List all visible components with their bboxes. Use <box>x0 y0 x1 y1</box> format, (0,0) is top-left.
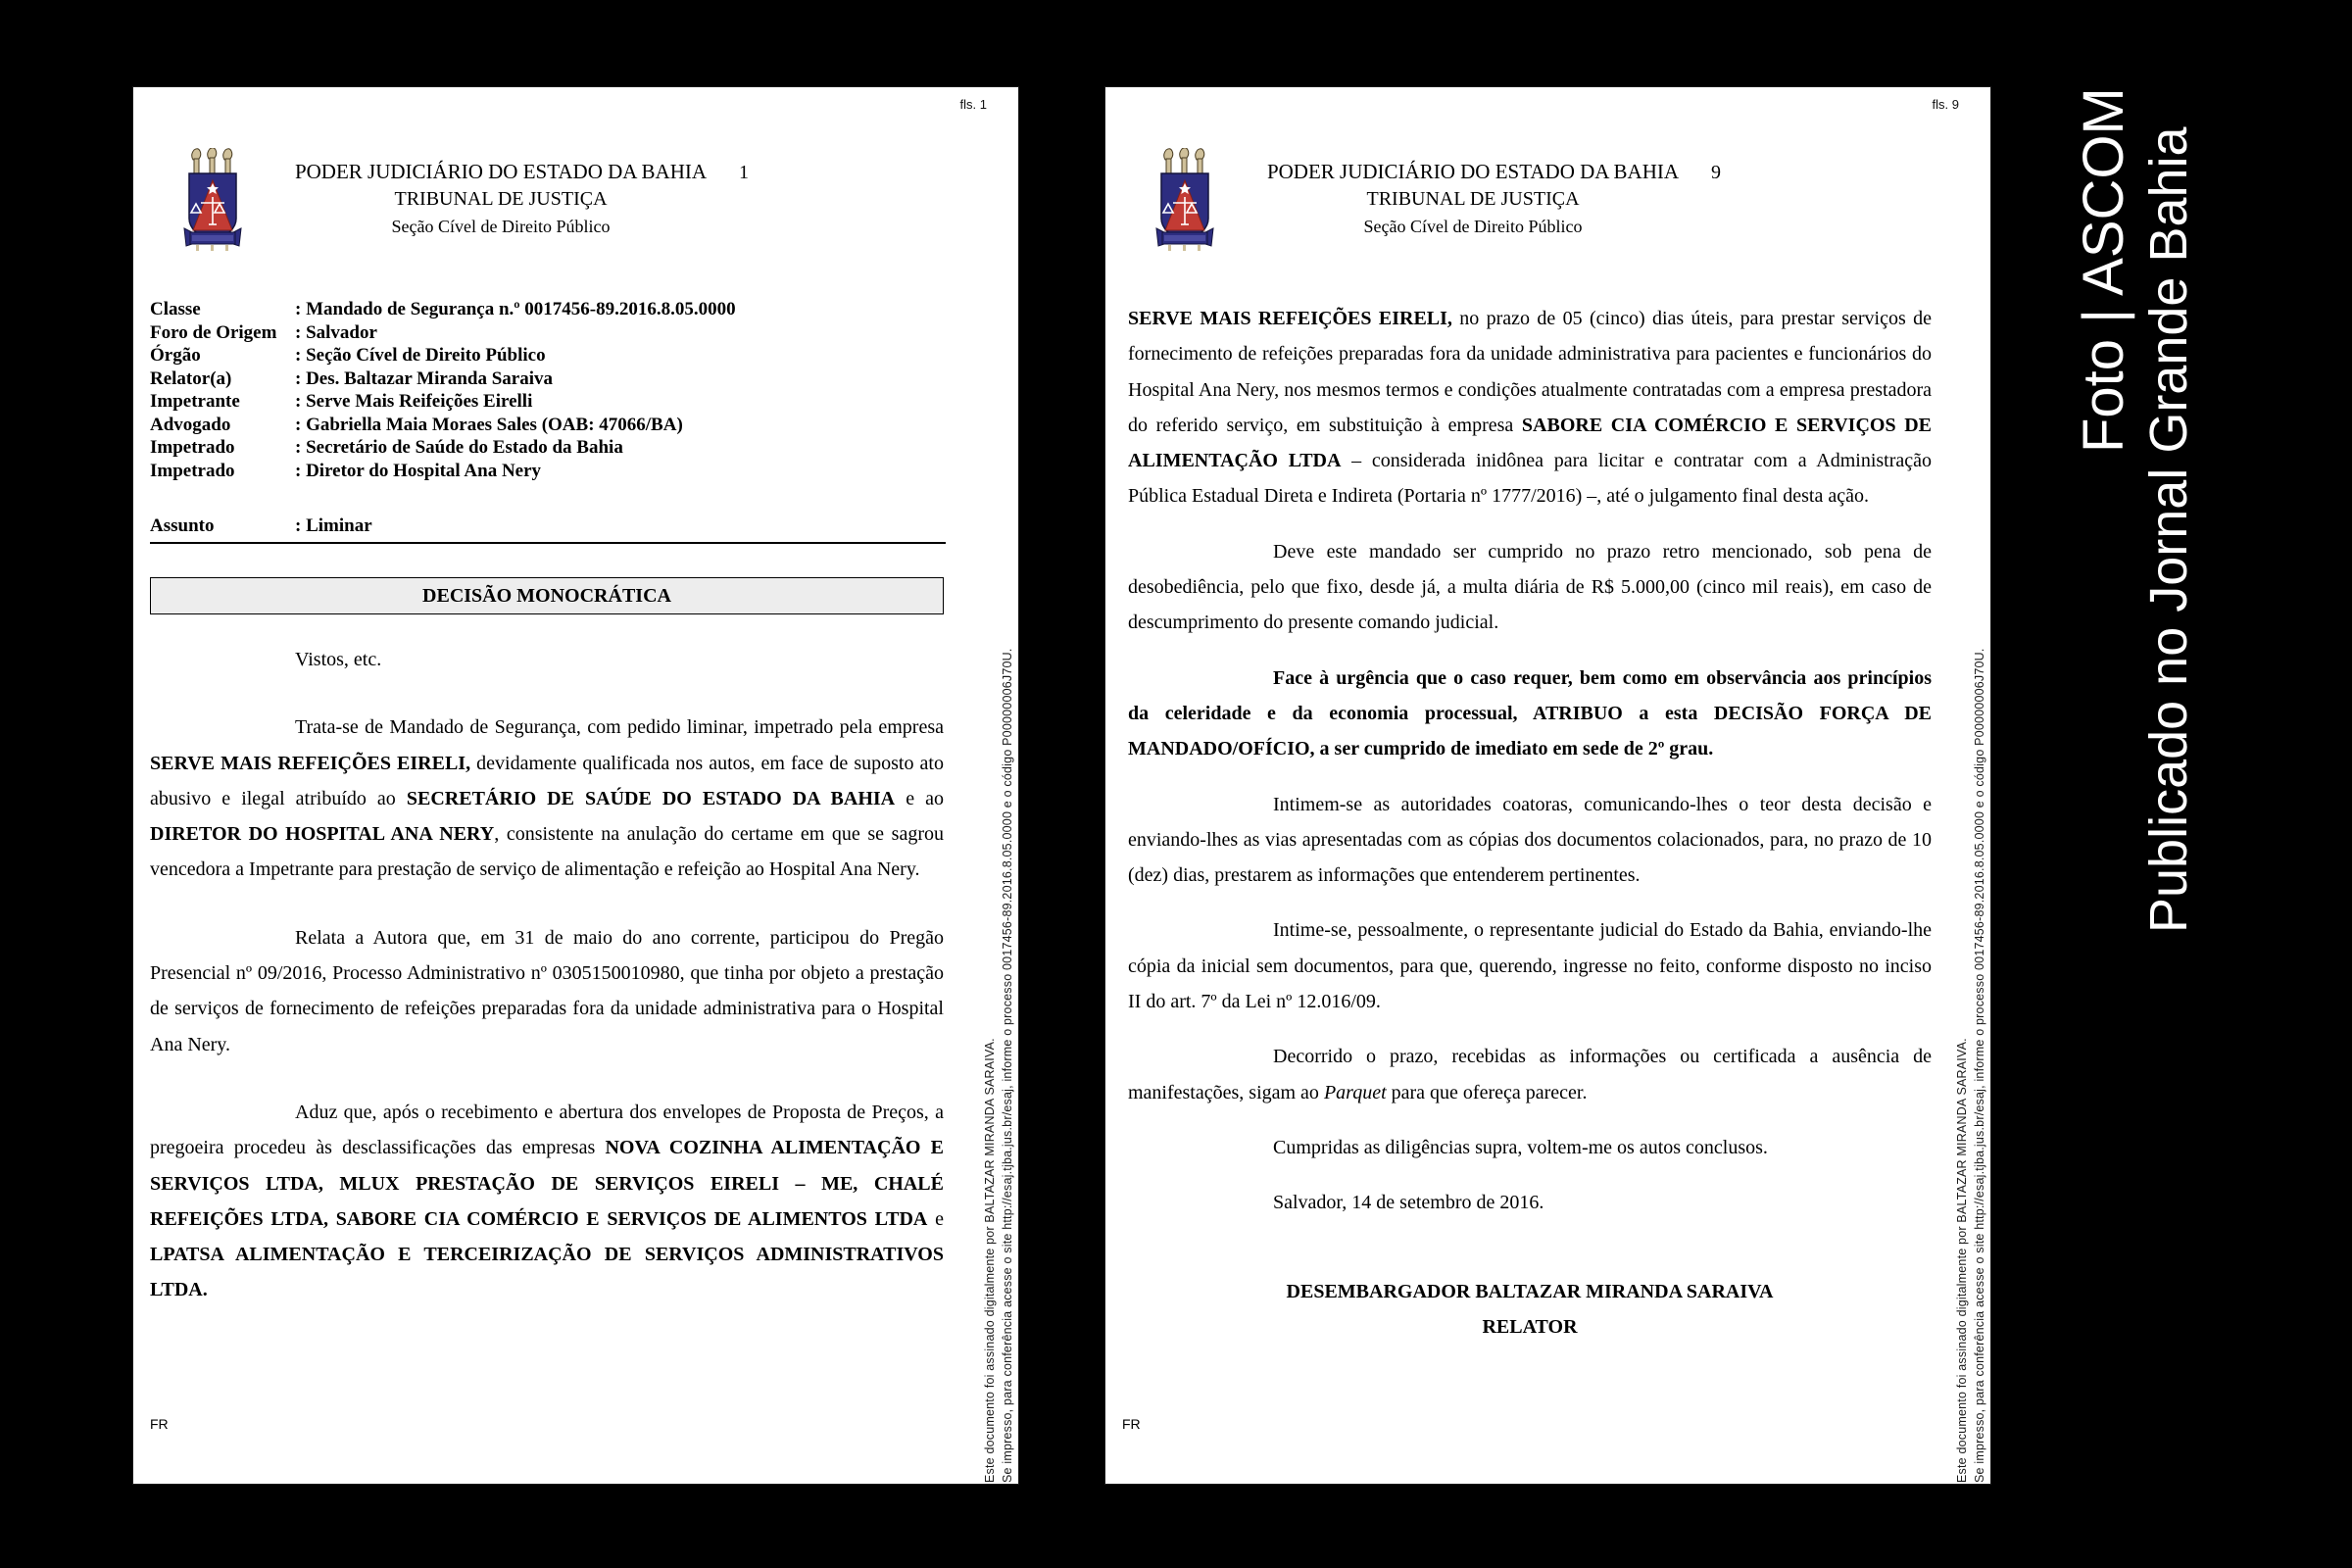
document-page-9 <box>1104 86 1991 1485</box>
tribunal-name: TRIBUNAL DE JUSTIÇA <box>394 188 608 210</box>
paragraph: Trata-se de Mandado de Segurança, com pedido liminar, impetrado pela empresa SERVE MAIS REFEIÇÕES EIRELI, devidamente qualificada nos autos, em face de suposto ato abusivo e ilegal atribuído ao SECRETÁRIO DE SAÚDE DO ESTADO DA BAHIA e ao DIRETOR DO HOSPITAL ANA NERY, consistente na anulação do certame em que se sagrou vencedora a Impetrante para prestação de serviço de alimentação e refeição ao Hospital Ana Nery. <box>150 716 944 881</box>
paragraph: Cumpridas as diligências supra, voltem-me os autos conclusos. <box>1273 1136 1768 1158</box>
verification-url-note: Se impresso, para conferência acesse o site http://esaj.tjba.jus.br/esaj, informe o processo 0017456-89.2016.8.05.0000 e o código P00000006J70U. <box>1973 648 1986 1483</box>
assunto-row <box>150 515 372 537</box>
header-divider <box>150 542 946 544</box>
document-page-1 <box>132 86 1019 1485</box>
folio-label: fls. 1 <box>959 97 987 112</box>
verification-url-note: Se impresso, para conferência acesse o site http://esaj.tjba.jus.br/esaj, informe o processo 0017456-89.2016.8.05.0000 e o código P00000006J70U. <box>1001 648 1014 1483</box>
page1-body <box>150 628 944 1308</box>
case-metadata <box>150 298 1003 482</box>
page-number: 1 <box>739 162 749 183</box>
page-number: 9 <box>1711 162 1721 183</box>
metadata-row: Órgão : Seção Cível de Direito Público <box>150 345 546 366</box>
decision-title-box <box>150 577 944 614</box>
court-name: PODER JUDICIÁRIO DO ESTADO DA BAHIA <box>1266 160 1680 183</box>
bahia-coat-of-arms-icon <box>182 148 243 254</box>
judge-role: RELATOR <box>1482 1315 1578 1338</box>
tribunal-name: TRIBUNAL DE JUSTIÇA <box>1366 188 1580 210</box>
photo-credit-caption: Foto | ASCOM <box>2072 87 2135 453</box>
digital-signature-note: Este documento foi assinado digitalmente por BALTAZAR MIRANDA SARAIVA. <box>1955 1038 1969 1483</box>
paragraph: Intimem-se as autoridades coatoras, comunicando-lhes o teor desta decisão e enviando-lhes as vias apresentadas com as cópias dos documentos colacionados, para, no prazo de 10 (dez) dias, prestarem as informações que entenderem pertinentes. <box>1128 793 1932 887</box>
paragraph: Vistos, etc. <box>295 649 382 670</box>
metadata-row: Classe : Mandado de Segurança n.º 0017456-89.2016.8.05.0000 <box>150 299 736 319</box>
metadata-row: Foro de Origem : Salvador <box>150 321 377 343</box>
digital-signature-note: Este documento foi assinado digitalmente por BALTAZAR MIRANDA SARAIVA. <box>983 1038 997 1483</box>
decision-title: DECISÃO MONOCRÁTICA <box>422 585 671 607</box>
section-name: Seção Cível de Direito Público <box>1363 217 1583 236</box>
metadata-row: Impetrante : Serve Mais Reifeições Eirelli <box>150 391 533 412</box>
court-header <box>1243 158 1703 240</box>
initials-footer: FR <box>1122 1416 1141 1432</box>
metadata-row: Impetrado : Secretário de Saúde do Estado da Bahia <box>150 437 623 458</box>
initials-footer: FR <box>150 1416 169 1432</box>
page9-body <box>1128 301 1932 1345</box>
metadata-row: Advogado : Gabriella Maia Moraes Sales (OAB: 47066/BA) <box>150 414 683 435</box>
paragraph: Decorrido o prazo, recebidas as informações ou certificada a ausência de manifestações, sigam ao Parquet para que ofereça parecer. <box>1128 1046 1932 1103</box>
paragraph: Relata a Autora que, em 31 de maio do ano corrente, participou do Pregão Presencial nº 09/2016, Processo Administrativo nº 0305150010980, que tinha por objeto a prestação de serviços de fornecimento de refeições preparadas fora da unidade administrativa para o Hospital Ana Nery. <box>150 926 944 1055</box>
metadata-row: Impetrado : Diretor do Hospital Ana Nery <box>150 460 542 481</box>
court-name: PODER JUDICIÁRIO DO ESTADO DA BAHIA <box>294 160 708 183</box>
date-line: Salvador, 14 de setembro de 2016. <box>1273 1192 1544 1214</box>
assunto-label: Assunto <box>150 515 215 536</box>
paragraph: Face à urgência que o caso requer, bem como em observância aos princípios da celeridade e da economia processual, ATRIBUO a esta DECISÃO FORÇA DE MANDADO/OFÍCIO, a ser cumprido de imediato em sede de 2º grau. <box>1128 666 1932 760</box>
folio-label: fls. 9 <box>1932 97 1959 112</box>
paragraph: SERVE MAIS REFEIÇÕES EIRELI, no prazo de 05 (cinco) dias úteis, para prestar serviços de fornecimento de refeições preparadas fora da unidade administrativa para pacientes e funcionários do Hospital Ana Nery, nos mesmos termos e condições atualmente contratadas com a empresa prestadora do referido serviço, em substituição à empresa SABORE CIA COMÉRCIO E SERVIÇOS DE ALIMENTAÇÃO LTDA – considerada inidônea para licitar e contratar com a Administração Pública Estadual Direta e Indireta (Portaria nº 1777/2016) –, até o julgamento final desta ação. <box>1128 308 1933 508</box>
metadata-row: Relator(a) : Des. Baltazar Miranda Saraiva <box>150 368 553 389</box>
court-header <box>270 158 731 240</box>
section-name: Seção Cível de Direito Público <box>391 217 611 236</box>
paragraph: Deve este mandado ser cumprido no prazo retro mencionado, sob pena de desobediência, pelo que fixo, desde já, a multa diária de R$ 5.000,00 (cinco mil reais), em caso de descumprimento do presente comando judicial. <box>1128 540 1932 634</box>
publication-caption: Publicado no Jornal Grande Bahia <box>2139 126 2198 933</box>
paragraph: Aduz que, após o recebimento e abertura dos envelopes de Proposta de Preços, a pregoeira procedeu às desclassificações das empresas NOVA COZINHA ALIMENTAÇÃO E SERVIÇOS LTDA, MLUX PRESTAÇÃO DE SERVIÇOS EIRELI – ME, CHALÉ REFEIÇÕES LTDA, SABORE CIA COMÉRCIO E SERVIÇOS DE ALIMENTOS LTDA e LPATSA ALIMENTAÇÃO E TERCEIRIZAÇÃO DE SERVIÇOS ADMINISTRATIVOS LTDA. <box>150 1101 945 1301</box>
bahia-coat-of-arms-icon <box>1154 148 1215 254</box>
paragraph: Intime-se, pessoalmente, o representante judicial do Estado da Bahia, enviando-lhe cópia da inicial sem documentos, para que, querendo, ingresse no feito, conforme disposto no inciso II do art. 7º da Lei nº 12.016/09. <box>1128 919 1932 1013</box>
signature-block <box>1128 1274 1932 1345</box>
assunto-value: : Liminar <box>295 515 372 536</box>
judge-name: DESEMBARGADOR BALTAZAR MIRANDA SARAIVA <box>1286 1280 1774 1302</box>
